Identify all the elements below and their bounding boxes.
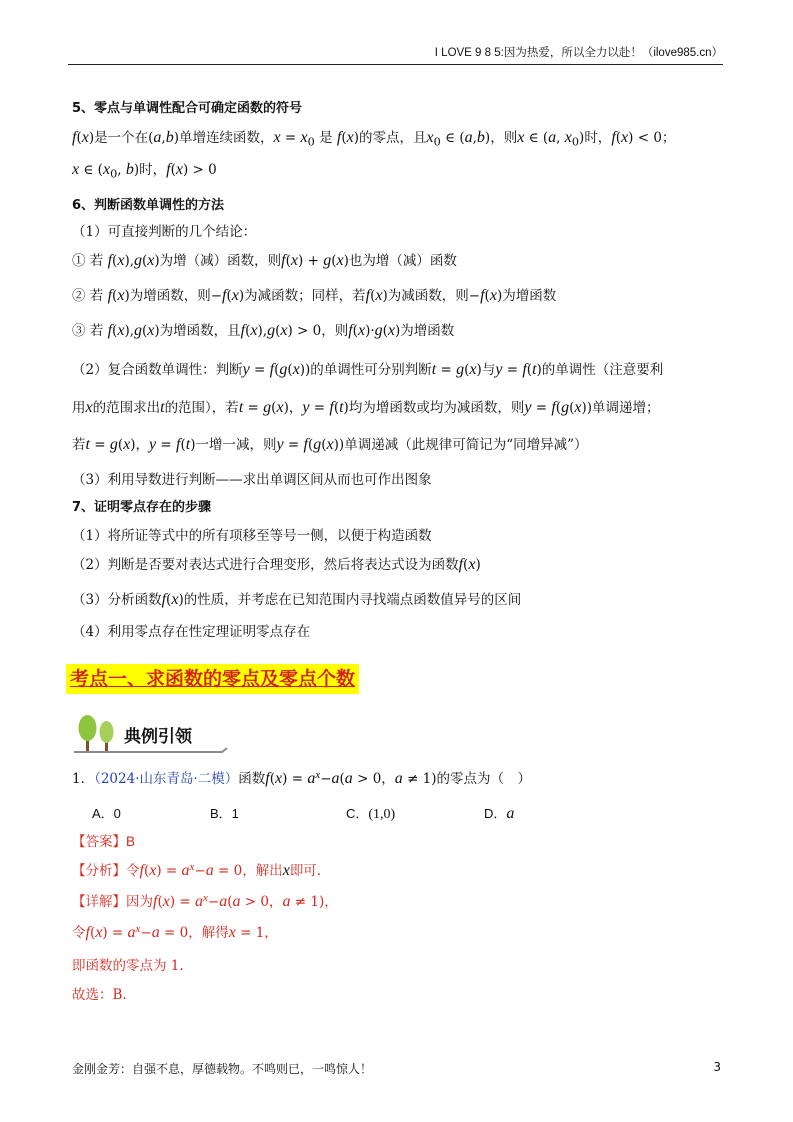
sec6-p2-line1: （2）复合函数单调性：判断y = f(g(x))的单调性可分别判断t = g(x)与y = f(t)的单调性（注意要利	[72, 361, 664, 378]
sec6-c3: ③ 若 f(x),g(x)为增函数，且f(x),g(x) > 0，则f(x)·g(x)为增函数	[72, 322, 455, 339]
detail-line: 【详解】因为$f(x) = a^x-a(a > 0$，a ≠ 1)，	[72, 891, 338, 910]
option-b[interactable]: B．1	[210, 806, 239, 821]
sec5-title: 5、零点与单调性配合可确定函数的符号	[72, 101, 303, 116]
sec7-s4: （4）利用零点存在性定理证明零点存在	[72, 624, 311, 640]
page-number: 3	[713, 1060, 721, 1074]
page-header	[68, 44, 723, 65]
detail-line-4: 故选：B.	[72, 987, 127, 1003]
page-footer	[72, 1060, 721, 1077]
sec5-line1: f(x)是一个在(a,b)单增连续函数，$x = x_0$ 是 f(x)的零点，且$x_0$ ∈ (a,b)，则x ∈ (a, $x_0$)时，f(x) < 0；	[72, 129, 676, 149]
sec6-p1: （1）可直接判断的几个结论：	[72, 224, 257, 240]
detail-line-3: 即函数的零点为 1.	[72, 958, 184, 974]
option-a[interactable]: A．0	[92, 806, 121, 821]
sec5-line2: x ∈ ($x_0$, b)时，f(x) > 0	[72, 161, 217, 181]
sec6-c1: ① 若 f(x),g(x)为增（减）函数，则f(x) + g(x)也为增（减）函数	[72, 252, 457, 269]
option-d[interactable]: D．a	[484, 805, 515, 822]
footer-motto: 金刚金芳：自强不息，厚德载物。不鸣则已，一鸣惊人！	[72, 1062, 373, 1076]
sec6-p2-line3: 若t = g(x)，y = f(t)一增一减，则y = f(g(x))单调递减（此规律可简记为“同增异减”）	[72, 436, 588, 453]
sec7-s3: （3）分析函数f(x)的性质，并考虑在已知范围内寻找端点函数值异号的区间	[72, 591, 522, 608]
sec7-s1: （1）将所证等式中的所有项移至等号一侧，以便于构造函数	[72, 528, 432, 544]
analysis-line: 【分析】令$f(x) = a^x-a = 0$，解出x即可.	[72, 860, 322, 879]
sec6-title: 6、判断函数单调性的方法	[72, 198, 225, 213]
answer-line: 【答案】B	[72, 834, 136, 850]
topic-banner: 考点一、求函数的零点及零点个数	[66, 664, 359, 694]
sec7-s2: （2）判断是否要对表达式进行合理变形，然后将表达式设为函数f(x)	[72, 556, 481, 573]
question-1-stem: 1．（2024·山东青岛·二模）函数$f(x) = a^x-a(a > 0$，a ≠ 1)的零点为（ ）	[72, 768, 532, 787]
option-c[interactable]: C．(1,0)	[346, 806, 396, 822]
detail-line-2: 令$f(x) = a^x-a = 0$，解得x = 1，	[72, 922, 278, 941]
sec6-p3: （3）利用导数进行判断——求出单调区间从而也可作出图象	[72, 472, 432, 488]
header-text: I LOVE 9 8 5:因为热爱，所以全力以赴！（ilove985.cn）	[434, 47, 723, 59]
sec6-c2: ② 若 f(x)为增函数，则−f(x)为减函数；同样，若f(x)为减函数，则−f(x)为增函数	[72, 287, 557, 304]
section-tag: 典例引领	[124, 727, 192, 747]
sec6-p2-line2: 用x的范围求出t的范围），若t = g(x)，y = f(t)均为增函数或均为减函数，则y = f(g(x))单调递增；	[72, 399, 660, 416]
sec7-title: 7、证明零点存在的步骤	[72, 500, 212, 515]
